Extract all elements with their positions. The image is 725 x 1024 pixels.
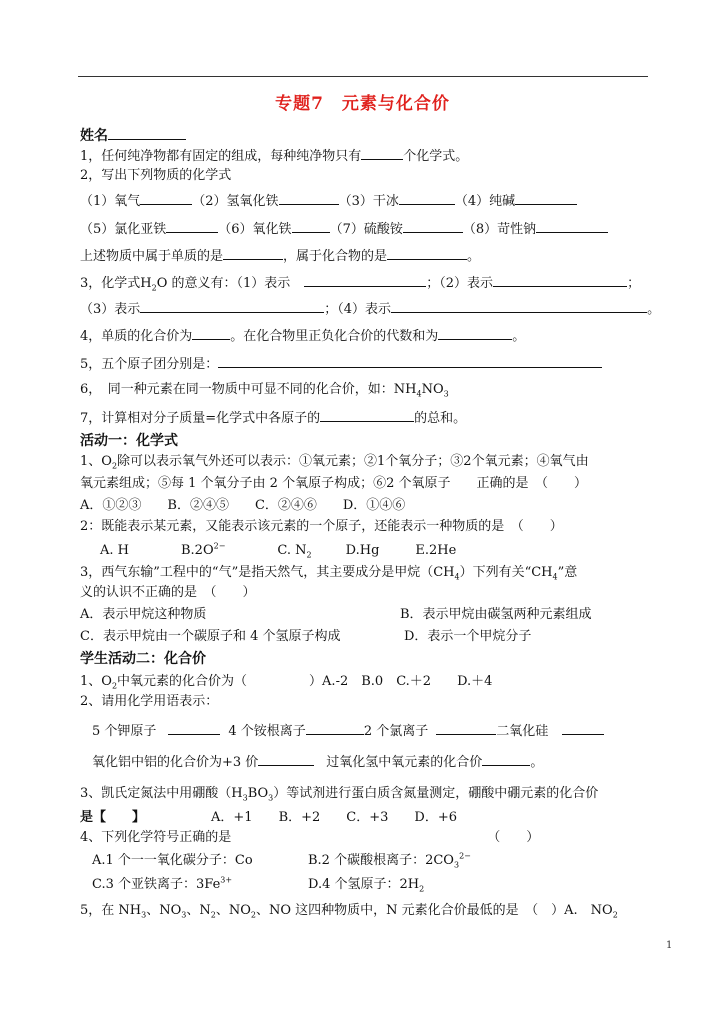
q1-text: 1、O: [80, 454, 112, 469]
q3-text: ）下列有关“CH: [459, 565, 553, 580]
l11-text: 7，计算相对分子质量=化学式中各原子的: [80, 411, 321, 426]
p2a-item: 2 个氯离子: [363, 724, 429, 739]
l5-text: 上述物质中属于单质的是: [80, 249, 224, 264]
l10-text: NO: [421, 382, 444, 397]
q2-options: [100, 542, 456, 560]
l1-text-end: 个化学式。: [403, 149, 469, 164]
formula: H: [140, 276, 152, 291]
p4-option-a: A.1 个一一氧化碳分子：Co: [92, 853, 253, 868]
l3-item: （1）氧气: [80, 194, 141, 209]
blank[interactable]: [223, 246, 283, 260]
blank[interactable]: [166, 219, 218, 233]
name-blank[interactable]: [108, 126, 186, 140]
blank[interactable]: [438, 326, 512, 340]
p4-text: 4、下列化学符号正确的是: [80, 830, 232, 845]
p3-line-1: [80, 785, 598, 803]
l8-text: 。在化合物里正负化合价的代数和为: [230, 329, 439, 344]
p2b-line: [92, 752, 543, 772]
q1-line-1: [80, 453, 589, 471]
q3-option-d: D．表示一个甲烷分子: [404, 629, 532, 644]
l6-text: ；: [627, 276, 641, 291]
subscript: 4: [416, 389, 422, 399]
subscript: 2: [111, 681, 118, 691]
line-1: [80, 146, 468, 166]
p5-text: 、N: [186, 903, 211, 918]
line-11: [80, 408, 466, 428]
section-heading-activity-2: 学生活动二：化合价: [80, 651, 206, 667]
superscript: 2−: [213, 541, 226, 551]
option-c: C. N: [277, 543, 307, 558]
p3-text: ）等试剂进行蛋白质含氮量测定，硼酸中硼元素的化合价: [273, 786, 599, 801]
l7-text: ；（4）表示: [324, 302, 392, 317]
p1-options: ）A.-2 B.0 C.＋2 D.＋4: [309, 674, 493, 689]
subscript: 2: [306, 550, 312, 560]
blank[interactable]: [292, 219, 330, 233]
subscript: 4: [454, 572, 460, 582]
subscript: 3: [181, 910, 187, 920]
q3-option-b: B．表示甲烷由碳氢两种元素组成: [400, 607, 592, 622]
blank[interactable]: [536, 219, 608, 233]
p1-text: 1、O: [80, 674, 112, 689]
p4-line: [80, 829, 539, 847]
p5-text: 、NO: [146, 903, 182, 918]
p4-bracket: （ ）: [487, 830, 540, 845]
p3-text: 3、凯氏定氮法中用硼酸（H: [80, 786, 243, 801]
p2a-line: [92, 721, 604, 741]
subscript: 3: [268, 793, 274, 803]
l1-text: 1，任何纯净物都有固定的组成，每种纯净物只有: [80, 149, 362, 164]
subscript: 3: [453, 860, 460, 870]
blank[interactable]: [399, 191, 455, 205]
blank[interactable]: [258, 752, 314, 766]
line-3: [80, 191, 577, 211]
blank[interactable]: [304, 273, 426, 287]
header-rule: [78, 76, 648, 77]
p3-line-2: [80, 809, 457, 827]
subscript: 2: [111, 461, 118, 471]
q3-option-a: A．表示甲烷这种物质: [80, 607, 207, 622]
option-b: B.2O: [181, 543, 214, 558]
blank[interactable]: [482, 752, 530, 766]
l6-text: 3，化学式: [80, 276, 141, 291]
p5-line: [80, 902, 618, 920]
blank[interactable]: [279, 191, 339, 205]
line-8: [80, 326, 525, 346]
l3-item: （4）纯碱: [454, 194, 516, 209]
blank[interactable]: [391, 299, 647, 313]
p4-option-b: [308, 852, 471, 870]
l3-item: （2）氢氧化铁: [192, 194, 279, 209]
q1-options: A．①②③ B．②④⑤ C．②④⑥ D．①④⑥: [80, 498, 406, 513]
p2b-item: 过氧化氢中氧元素的化合价: [326, 755, 483, 770]
p2b-item: 。: [530, 755, 544, 770]
blank[interactable]: [403, 219, 463, 233]
l7-text: 。: [647, 302, 661, 317]
blank[interactable]: [320, 408, 414, 422]
p3-text: BO: [247, 786, 269, 801]
line-4: [80, 219, 608, 239]
q1-line-2: 氧元素组成；⑤每 1 个氧分子由 2 个氧原子构成；⑥2 个氧原子 正确的是 （ ）: [80, 476, 587, 491]
option-e: E.2He: [415, 543, 457, 558]
line-7: [80, 299, 660, 319]
option-a: A. H: [100, 543, 129, 558]
p1-text: 中氧元素的化合价为（: [117, 674, 248, 689]
l8-text: 。: [512, 329, 526, 344]
l11-text: 的总和。: [414, 411, 467, 426]
p4-option-c: [92, 876, 232, 894]
blank[interactable]: [140, 191, 192, 205]
blank[interactable]: [493, 273, 627, 287]
blank[interactable]: [361, 146, 403, 160]
l4-item: （6）氧化铁: [218, 222, 292, 237]
subscript: 2: [612, 910, 618, 920]
option-text: B.2 个碳酸根离子：2CO: [308, 853, 454, 868]
q3-text: ”意: [557, 565, 578, 580]
section-heading-activity-1: 活动一：化学式: [80, 433, 178, 449]
q3-line-2: 义的认识不正确的是 （ ）: [80, 585, 256, 600]
p4-option-d: [308, 876, 424, 894]
blank[interactable]: [562, 721, 604, 735]
blank[interactable]: [387, 246, 467, 260]
l7-text: （3）表示: [80, 302, 141, 317]
p1-line: [80, 673, 492, 691]
option-d: D.Hg: [345, 543, 380, 558]
page-title: 专题7 元素与化合价: [275, 94, 450, 114]
l3-item: （3）干冰: [338, 194, 399, 209]
line-9: [80, 354, 602, 374]
subscript: 3: [242, 793, 248, 803]
option-text: D.4 个氢原子：2H: [308, 877, 420, 892]
page-number: 1: [666, 940, 673, 951]
p2-line: 2、请用化学用语表示：: [80, 694, 219, 709]
option-text: C.3 个亚铁离子：3Fe: [92, 877, 221, 892]
line-10: [80, 381, 449, 399]
q2-line: 2：既能表示某元素，又能表示该元素的一个原子，还能表示一种物质的是 （ ）: [80, 519, 563, 534]
p5-text: 、NO: [215, 903, 251, 918]
p2a-item: 4 个铵根离子: [228, 724, 306, 739]
subscript: 4: [552, 572, 558, 582]
l9-text: 5，五个原子团分别是：: [80, 357, 219, 372]
blank[interactable]: [436, 721, 496, 735]
subscript: 2: [151, 283, 157, 293]
p3-answer-bracket: 是【 】: [80, 810, 146, 825]
superscript: 3+: [220, 875, 233, 885]
blank[interactable]: [515, 191, 577, 205]
l6-text: O 的意义有：（1）表示: [156, 276, 291, 291]
p5-text: 5，在 NH: [80, 903, 142, 918]
l4-item: （5）氯化亚铁: [80, 222, 167, 237]
subscript: 2: [250, 910, 256, 920]
blank[interactable]: [306, 721, 364, 735]
subscript: 3: [141, 910, 147, 920]
blank[interactable]: [140, 299, 324, 313]
l5-text: 。: [467, 249, 481, 264]
line-6: [80, 273, 640, 293]
blank[interactable]: [218, 354, 602, 368]
p2a-item: 二氧化硅: [496, 724, 549, 739]
p2a-item: 5 个钾原子: [92, 724, 157, 739]
line-5: [80, 246, 480, 266]
l8-text: 4，单质的化合价为: [80, 329, 193, 344]
p3-options: A．+1 B．+2 C．+3 D．+6: [211, 810, 457, 825]
p5-text: 、NO 这四种物质中，N 元素化合价最低的是 （ ）A. NO: [255, 903, 613, 918]
l4-item: （7）硫酸铵: [329, 222, 403, 237]
q3-line-1: [80, 564, 577, 582]
line-2: 2，写出下列物质的化学式: [80, 168, 232, 183]
blank[interactable]: [192, 326, 230, 340]
l10-text: 6， 同一种元素在同一物质中可显不同的化合价，如：NH: [80, 382, 417, 397]
subscript: 2: [419, 884, 425, 894]
subscript: 3: [443, 389, 449, 399]
subscript: 2: [210, 910, 216, 920]
q3-option-c: C．表示甲烷由一个碳原子和 4 个氢原子构成: [80, 629, 341, 644]
blank[interactable]: [168, 721, 220, 735]
l4-item: （8）苛性钠: [462, 222, 537, 237]
superscript: 2−: [459, 851, 471, 861]
l5-text: ，属于化合物的是: [283, 249, 388, 264]
q1-text: 除可以表示氧气外还可以表示：①氧元素；②1个氧分子；③2个氧元素；④氧气由: [117, 454, 589, 469]
name-line: [80, 126, 186, 145]
q3-text: 3，西气东输”工程中的“气”是指天然气，其主要成分是甲烷（CH: [80, 565, 455, 580]
p2b-item: 氧化铝中铝的化合价为+3 价: [92, 755, 259, 770]
l6-text: ；（2）表示: [426, 276, 494, 291]
name-label: 姓名: [80, 128, 108, 144]
